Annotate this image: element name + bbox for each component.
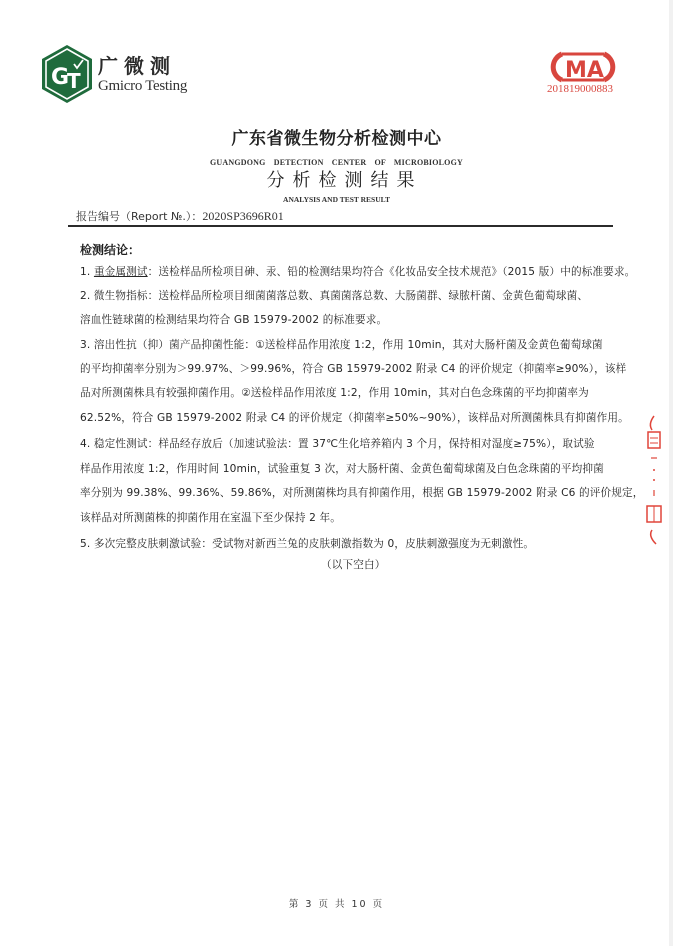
center-title-cn: 广东省微生物分析检测中心 [231,129,442,149]
conclusion-line: 5. 多次完整皮肤刺激试验：受试物对新西兰兔的皮肤刺激指数为 0，皮肤刺激强度为无刺激性。 [80,538,535,550]
conclusion-line: 率分别为 99.38%、99.36%、59.86%，对所测菌株均具有抑菌作用，根据 GB 15979-2002 附录 C6 的评价规定， [80,487,644,499]
item-text: ：送检样品所检项目砷、汞、铅的检测结果均符合《化妆品安全技术规范》（2015 版）中的标准要求。 [147,266,636,278]
conclusion-heading: 检测结论： [80,243,141,257]
conclusion-line [80,264,635,279]
conclusion-line: 样品作用浓度 1:2，作用时间 10min，试验重复 3 次，对大肠杆菌、金黄色葡萄球菌及白色念珠菌的平均抑菌 [80,463,604,475]
gt-hexagon-logo-icon [40,44,94,104]
page-number: 第 3 页 共 10 页 [288,899,385,910]
gmicro-logo [40,44,200,100]
result-title-cn: 分析检测结果 [266,170,423,191]
conclusion-line: 该样品对所测菌株的抑菌作用在室温下至少保持 2 年。 [80,512,342,524]
cma-number: 201819000883 [547,83,613,95]
conclusion-line: 2. 微生物指标：送检样品所检项目细菌菌落总数、真菌菌落总数、大肠菌群、绿脓杆菌、金黄色葡萄球菌、 [80,290,589,302]
conclusion-line: 的平均抑菌率分别为＞99.97%、＞99.96%，符合 GB 15979-2002 附录 C4 的评价规定（抑菌率≥90%），该样 [80,363,627,375]
conclusion-line: 品对所测菌株具有较强抑菌作用。②送检样品作用浓度 1:2，作用 10min，其对白色念珠菌的平均抑菌率为 [80,387,589,399]
partial-seal-stamp-icon [640,410,670,550]
report-number-line [76,208,284,224]
conclusion-line: 3. 溶出性抗（抑）菌产品抑菌性能：①送检样品作用浓度 1:2，作用 10min，其对大肠杆菌及金黄色葡萄球菌 [80,339,603,351]
conclusion-line: 溶血性链球菌的检测结果均符合 GB 15979-2002 的标准要求。 [80,314,388,326]
report-number-label: 报告编号（Report №.）： [76,210,203,223]
result-title-en: ANALYSIS AND TEST RESULT [283,195,390,204]
svg-text:MA: MA [565,58,604,83]
logo-name-en: Gmicro Testing [98,78,188,94]
center-title-en: GUANGDONG DETECTION CENTER OF MICROBIOLOGY [209,158,463,167]
item-number: 1. [80,266,94,278]
conclusion-line: 62.52%，符合 GB 15979-2002 附录 C4 的评价规定（抑菌率≥50%~90%），该样品对所测菌株具有抑菌作用。 [80,412,629,424]
header-divider [68,225,613,227]
svg-text:T: T [67,69,81,93]
svg-text:G: G [51,65,70,90]
logo-name-cn: 广微测 [98,54,176,78]
report-number-value: 2020SP3696R01 [202,209,284,223]
item-title-underlined: 重金属测试 [93,266,148,278]
blank-note: （以下空白） [321,559,386,571]
conclusion-line: 4. 稳定性测试：样品经存放后（加速试验法：置 37℃生化培养箱内 3 个月，保持相对湿度≥75%），取试验 [80,438,595,450]
